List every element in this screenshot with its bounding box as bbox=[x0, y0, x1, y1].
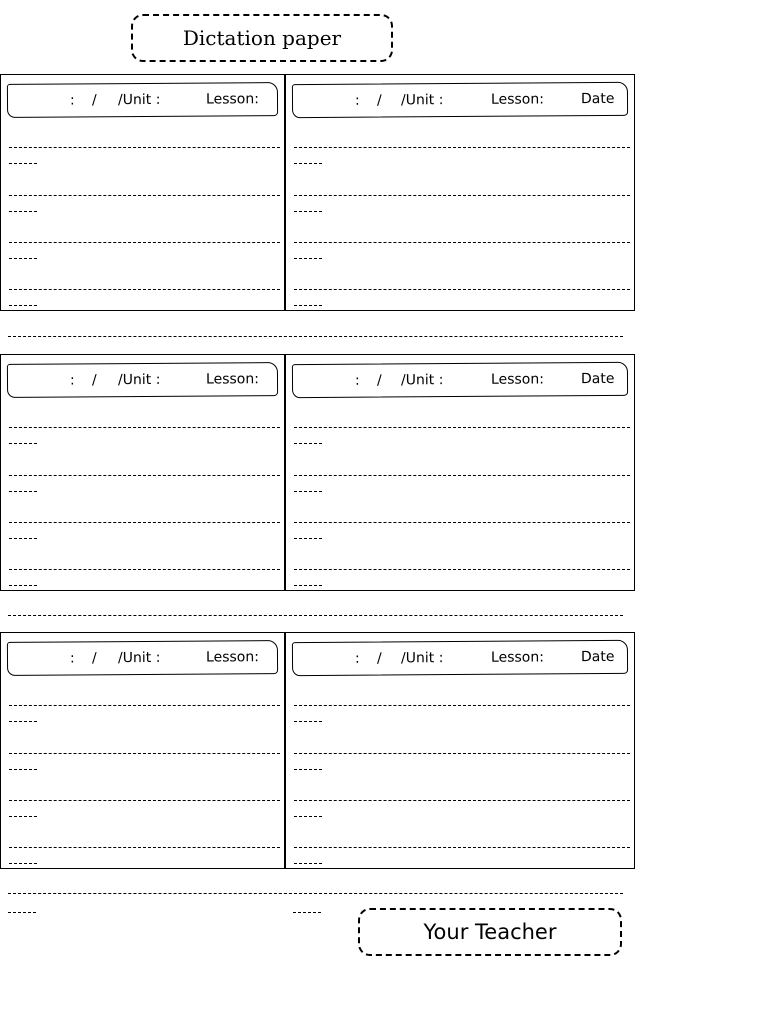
writing-line[interactable] bbox=[9, 847, 280, 848]
dictation-block-2 bbox=[0, 354, 635, 591]
header-lesson: Lesson: bbox=[205, 91, 259, 108]
header-unit: /Unit : bbox=[117, 91, 161, 109]
short-line bbox=[9, 258, 37, 259]
dictation-panel-right bbox=[286, 633, 634, 868]
short-line bbox=[294, 769, 322, 770]
panel-header bbox=[292, 362, 628, 398]
writing-line[interactable] bbox=[294, 242, 630, 243]
header-lesson: Lesson: bbox=[205, 371, 259, 388]
writing-line[interactable] bbox=[294, 289, 630, 290]
header-lesson: Lesson: bbox=[490, 371, 544, 388]
short-line bbox=[294, 443, 322, 444]
header-slash: / bbox=[91, 650, 97, 667]
writing-line[interactable] bbox=[294, 195, 630, 196]
panel-header bbox=[7, 640, 278, 676]
header-colon: : bbox=[69, 92, 75, 109]
header-unit: /Unit : bbox=[400, 650, 444, 667]
separator-line bbox=[8, 336, 623, 337]
short-line bbox=[293, 912, 321, 913]
writing-line[interactable] bbox=[9, 242, 280, 243]
panel-header bbox=[292, 640, 628, 676]
dictation-block-3 bbox=[0, 632, 635, 869]
title-text: Dictation paper bbox=[182, 26, 342, 50]
short-line bbox=[9, 769, 37, 770]
short-line bbox=[9, 163, 37, 164]
short-line bbox=[294, 491, 322, 492]
writing-line[interactable] bbox=[294, 475, 630, 476]
writing-line[interactable] bbox=[9, 427, 280, 428]
dictation-panel-left bbox=[1, 75, 284, 310]
teacher-label: Your Teacher bbox=[423, 920, 557, 944]
dictation-panel-left bbox=[1, 633, 284, 868]
writing-line[interactable] bbox=[294, 753, 630, 754]
short-line bbox=[294, 211, 322, 212]
writing-line[interactable] bbox=[294, 522, 630, 523]
short-line bbox=[9, 721, 37, 722]
short-line bbox=[9, 863, 37, 864]
writing-line[interactable] bbox=[9, 522, 280, 523]
short-line bbox=[9, 491, 37, 492]
short-line bbox=[294, 721, 322, 722]
panel-header bbox=[7, 82, 278, 118]
header-unit: /Unit : bbox=[117, 371, 161, 389]
header-slash: / bbox=[91, 92, 97, 109]
writing-line[interactable] bbox=[9, 753, 280, 754]
panel-header bbox=[292, 82, 628, 118]
dictation-block-1 bbox=[0, 74, 635, 311]
writing-line[interactable] bbox=[294, 427, 630, 428]
header-colon: : bbox=[69, 372, 75, 389]
header-slash: / bbox=[376, 92, 382, 109]
short-line bbox=[294, 538, 322, 539]
header-slash: / bbox=[91, 372, 97, 389]
header-unit: /Unit : bbox=[117, 649, 161, 667]
writing-line[interactable] bbox=[9, 569, 280, 570]
header-colon: : bbox=[69, 650, 75, 667]
header-unit: /Unit : bbox=[400, 372, 444, 389]
writing-line[interactable] bbox=[294, 147, 630, 148]
page-title bbox=[131, 14, 393, 62]
short-line bbox=[9, 538, 37, 539]
short-line bbox=[9, 585, 37, 586]
writing-line[interactable] bbox=[294, 705, 630, 706]
separator-line bbox=[8, 615, 623, 616]
short-line bbox=[8, 912, 36, 913]
writing-line[interactable] bbox=[9, 800, 280, 801]
header-colon: : bbox=[354, 372, 360, 389]
header-date: Date bbox=[580, 370, 615, 388]
short-line bbox=[294, 863, 322, 864]
short-line bbox=[294, 816, 322, 817]
dictation-panel-right bbox=[286, 355, 634, 590]
writing-line[interactable] bbox=[9, 147, 280, 148]
short-line bbox=[294, 163, 322, 164]
header-unit: /Unit : bbox=[400, 92, 444, 109]
header-colon: : bbox=[354, 92, 360, 109]
header-slash: / bbox=[376, 650, 382, 667]
dictation-panel-left bbox=[1, 355, 284, 590]
writing-line[interactable] bbox=[9, 705, 280, 706]
header-colon: : bbox=[354, 650, 360, 667]
header-lesson: Lesson: bbox=[490, 649, 544, 666]
short-line bbox=[9, 211, 37, 212]
short-line bbox=[9, 305, 37, 306]
header-slash: / bbox=[376, 372, 382, 389]
short-line bbox=[9, 443, 37, 444]
short-line bbox=[294, 258, 322, 259]
short-line bbox=[294, 305, 322, 306]
short-line bbox=[294, 585, 322, 586]
header-lesson: Lesson: bbox=[205, 649, 259, 666]
header-date: Date bbox=[580, 648, 615, 666]
writing-line[interactable] bbox=[294, 569, 630, 570]
writing-line[interactable] bbox=[294, 800, 630, 801]
panel-header bbox=[7, 362, 278, 398]
writing-line[interactable] bbox=[9, 195, 280, 196]
header-lesson: Lesson: bbox=[490, 91, 544, 108]
writing-line[interactable] bbox=[9, 289, 280, 290]
header-date: Date bbox=[580, 90, 615, 108]
separator-line bbox=[8, 893, 623, 894]
short-line bbox=[9, 816, 37, 817]
writing-line[interactable] bbox=[294, 847, 630, 848]
teacher-signature-box bbox=[358, 908, 622, 956]
dictation-panel-right bbox=[286, 75, 634, 310]
writing-line[interactable] bbox=[9, 475, 280, 476]
